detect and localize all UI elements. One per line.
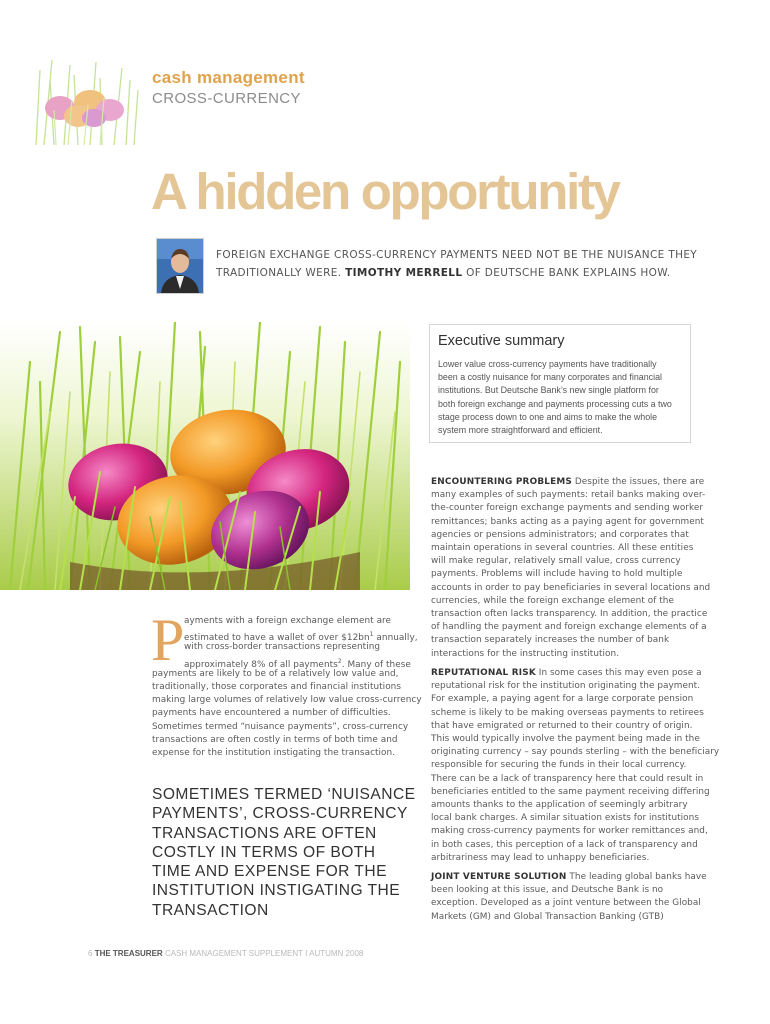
standfirst-line1: FOREIGN EXCHANGE CROSS-CURRENCY PAYMENTS NEED NOT BE THE NUISANCE THEY	[216, 249, 698, 261]
page-number: 6	[88, 949, 93, 958]
executive-summary-title: Executive summary	[438, 333, 565, 349]
section-reputational-risk: REPUTATIONAL RISK In some cases this may even pose a reputational risk for the institution originating the payment. For example, a paying agent for a large corporate pension scheme is likely to be making overseas payments to retirees that have emigrated or returned to their country of origin. This would typically involve the payment being made in the originating currency – say pounds sterling – with the beneficiary responsible for securing the funds in their local currency. There can be a lack of transparency here that could result in beneficiaries entitled to the same payment receiving differing amounts thanks to the application of seemingly arbitrary local bank charges. A similar situation exists for institutions making cross-currency payments for worker remittances and, in both cases, this perception of a lack of transparency and arbitrariness may lead to unhappy beneficiaries.	[431, 668, 720, 863]
section-heading: REPUTATIONAL RISK	[431, 668, 536, 678]
subsection-label: CROSS-CURRENCY	[152, 90, 301, 107]
page-footer: 6 THE TREASURER CASH MANAGEMENT SUPPLEMENT I AUTUMN 2008	[88, 949, 364, 958]
magazine-name: THE TREASURER	[94, 949, 163, 958]
easter-eggs-photo	[0, 322, 410, 590]
author-name: TIMOTHY MERRELL	[345, 267, 463, 279]
section-heading: ENCOUNTERING PROBLEMS	[431, 477, 573, 487]
easter-eggs-thumbnail	[30, 50, 142, 145]
standfirst-line2: TRADITIONALLY WERE. TIMOTHY MERRELL OF DEUTSCHE BANK EXPLAINS HOW.	[216, 267, 671, 279]
drop-cap: P	[151, 607, 185, 673]
intro-paragraph: ayments with a foreign exchange element are estimated to have a wallet of over $\$12bn^1$ annually, with cross-border transactions representing approximately 8% of all payments$^2$. Many of these payments are likely to be of a relatively low value and, traditionally, those corporates and financial institutions making large volumes of relatively low value cross-currency payments have encountered a number of difficulties. Sometimes termed “nuisance payments”, cross-currency transactions are often costly in terms of both time and expense for the institution instigating the transaction.	[152, 616, 422, 758]
author-portrait	[156, 238, 204, 294]
executive-summary-box	[429, 324, 691, 443]
section-heading: JOINT VENTURE SOLUTION	[431, 872, 567, 882]
section-label: cash management	[152, 68, 305, 87]
executive-summary-text: Lower value cross-currency payments have traditionally been a costly nuisance for many corporates and financial institutions. But Deutsche Bank’s new single platform for both foreign exchange and payments processing cuts a two stage process down to one and aims to make the whole system more straightforward and efficient.	[438, 359, 672, 436]
standfirst	[216, 246, 716, 282]
headline: A hidden opportunity	[151, 163, 619, 220]
pull-quote: SOMETIMES TERMED ‘NUISANCE PAYMENTS’, CROSS-CURRENCY TRANSACTIONS ARE OFTEN COSTLY IN TERMS OF BOTH TIME AND EXPENSE FOR THE INSTITUTION INSTIGATING THE TRANSACTION	[152, 786, 416, 919]
section-joint-venture-solution: JOINT VENTURE SOLUTION The leading global banks have been looking at this issue, and Deutsche Bank is no exception. Developed as a joint venture between the Global Markets (GM) and Global Transaction Banking (GTB)	[431, 872, 707, 922]
section-encountering-problems: ENCOUNTERING PROBLEMS Despite the issues, there are many examples of such payments: retail banks making over- the-counter foreign exchange payments and sending worker remittances; banks acting as a paying agent for government agencies or pensions administrators; and corporates that maintain operations in several countries. All these entities will make regular, relatively small value, cross currency payments. Problems will include having to hold multiple accounts in order to pay beneficiaries in several locations and currencies, while the foreign exchange element of the transaction often lacks transparency. In addition, the practice of handling the payment and foreign exchange elements of a transaction separately increases the number of bank interactions for the instructing institution.	[431, 477, 711, 659]
